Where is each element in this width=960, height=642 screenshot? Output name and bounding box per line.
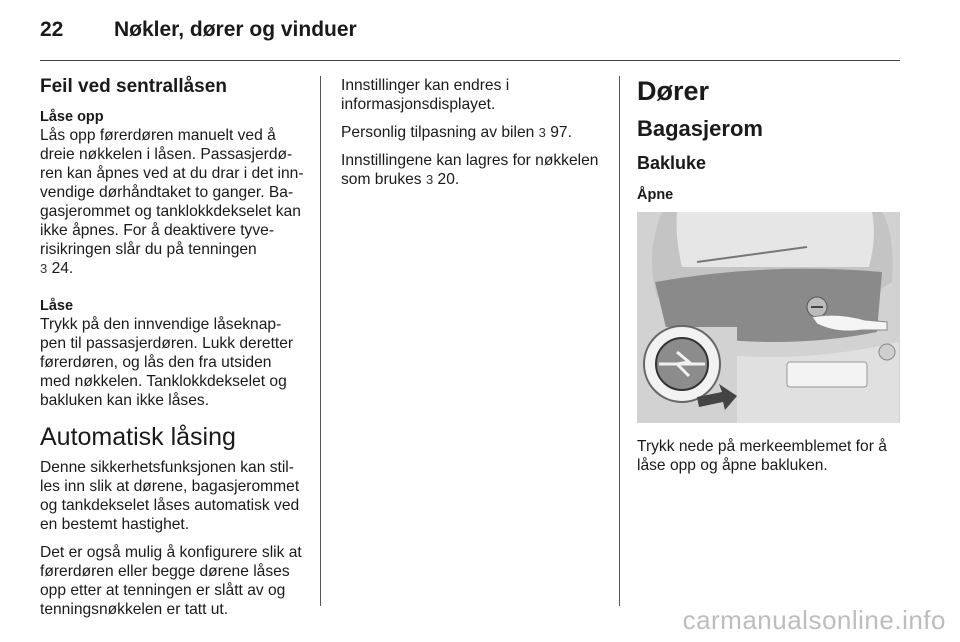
section-heading-auto-lock: Automatisk låsing <box>40 423 236 451</box>
column-right <box>637 76 902 484</box>
heading-luggage-compartment: Bagasjerom <box>637 116 763 141</box>
watermark: carmanualsonline.info <box>682 605 946 635</box>
paragraph-lock: Trykk på den innvendige låseknap-pen til passasjerdøren. Lukk deretter førerdøren, og lås den fra utsiden med nøkkelen. Tanklokkdekselet og bakluken kan ikke låses. <box>40 316 294 409</box>
column-left <box>40 76 306 628</box>
page-title: Nøkler, dører og vinduer <box>114 18 357 41</box>
paragraph-auto-lock-2: Det er også mulig å konfigurere slik at førerdøren eller begge dørene låses opp etter at tenningen er slått av og tenningsnøkkelen er tatt ut. <box>40 544 302 618</box>
cross-reference-icon: 3 <box>40 261 48 276</box>
key-memory-page-ref: 20. <box>437 171 460 188</box>
heading-doors: Dører <box>637 76 710 106</box>
column-middle <box>341 76 607 198</box>
paragraph-personalisation <box>341 123 607 142</box>
paragraph-unlock <box>40 126 306 278</box>
paragraph-auto-lock-1: Denne sikkerhetsfunksjonen kan stil-les inn slik at dørene, bagasjerommet og tankdekselet låses automatisk ved en bestemt hastighet. <box>40 459 300 533</box>
page-header <box>40 18 357 42</box>
header-divider <box>40 60 900 61</box>
section-heading-central-lock-fault: Feil ved sentrallåsen <box>40 76 227 97</box>
paragraph-settings: Innstillinger kan endres i informasjonsdisplayet. <box>341 77 510 113</box>
subheading-unlock: Låse opp <box>40 109 104 125</box>
paragraph-key-memory <box>341 151 607 189</box>
heading-tailgate: Bakluke <box>637 153 707 173</box>
personalisation-text: Personlig tilpasning av bilen <box>341 124 535 141</box>
unlock-page-ref: 24. <box>51 260 74 277</box>
personalisation-page-ref: 97. <box>550 124 572 141</box>
column-divider-2 <box>619 76 620 606</box>
cross-reference-icon: 3 <box>425 172 434 187</box>
column-divider-1 <box>320 76 321 606</box>
image-caption: Trykk nede på merkeemblemet for å låse opp og åpne bakluken. <box>637 438 887 474</box>
cross-reference-icon: 3 <box>538 125 546 140</box>
subheading-lock: Låse <box>40 298 74 314</box>
unlock-text: Lås opp førerdøren manuelt ved å dreie nøkkelen i låsen. Passasjerdø-ren kan åpnes ved at du drar i det inn-vendige dørhåndtaket to ganger. Ba-gasjerommet og tanklokkdekselet kan ikke åpnes. For å deaktivere tyve-risikringen slår du på tenningen <box>40 127 304 258</box>
page-number: 22 <box>40 18 64 41</box>
key-memory-text: Innstillingene kan lagres for nøkkelen som brukes <box>341 152 599 188</box>
heading-open: Åpne <box>637 187 674 203</box>
tailgate-illustration <box>637 212 900 423</box>
